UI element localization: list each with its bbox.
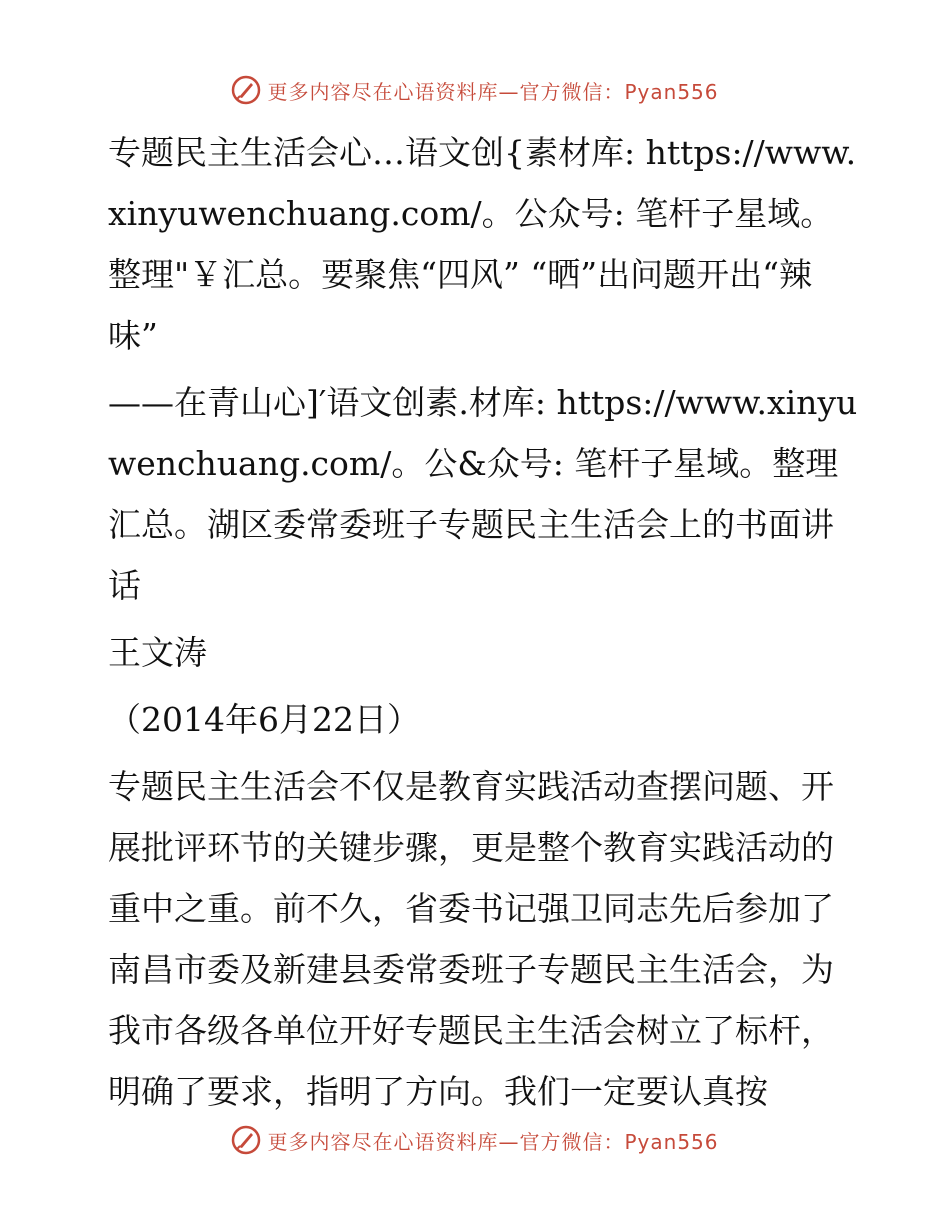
document-author: 王文涛	[108, 633, 207, 672]
banner-separator: —	[498, 1129, 520, 1154]
banner-wechat-label: 官方微信：	[519, 79, 625, 104]
header-banner	[0, 70, 950, 110]
quill-pen-logo-icon	[231, 1125, 261, 1155]
banner-wechat-id: Pyan556	[624, 1129, 719, 1154]
banner-text	[267, 76, 718, 105]
banner-wechat-label: 官方微信：	[519, 1129, 625, 1154]
document-intro: 专题民主生活会心…语文创{素材库: https://www.xinyuwenchuang.com/。公众号: 笔杆子星域。整理"￥汇总。要聚焦“四风” “晒”出问题开出“辣味”	[108, 133, 857, 355]
document-body	[98, 122, 858, 1122]
banner-text	[267, 1126, 718, 1155]
quill-pen-logo-icon	[231, 75, 261, 105]
banner-main-text: 更多内容尽在心语资料库	[267, 1129, 499, 1154]
document-body-paragraph: 专题民主生活会不仅是教育实践活动查摆问题、开展批评环节的关键步骤，更是整个教育实践活动的重中之重。前不久，省委书记强卫同志先后参加了南昌市委及新建县委常委班子专题民主生活会，为我市各级各单位开好专题民主生活会树立了标杆，明确了要求，指明了方向。我们一定要认真按	[108, 767, 834, 1111]
banner-separator: —	[498, 79, 520, 104]
banner-wechat-id: Pyan556	[624, 79, 719, 104]
document-subtitle: ——在青山心]′语文创素.材库: https://www.xinyuwenchuang.com/。公&众号: 笔杆子星域。整理汇总。湖区委常委班子专题民主生活会上的书面讲话	[108, 383, 858, 605]
banner-main-text: 更多内容尽在心语资料库	[267, 79, 499, 104]
footer-banner	[0, 1120, 950, 1160]
document-date: （2014年6月22日）	[108, 700, 420, 739]
